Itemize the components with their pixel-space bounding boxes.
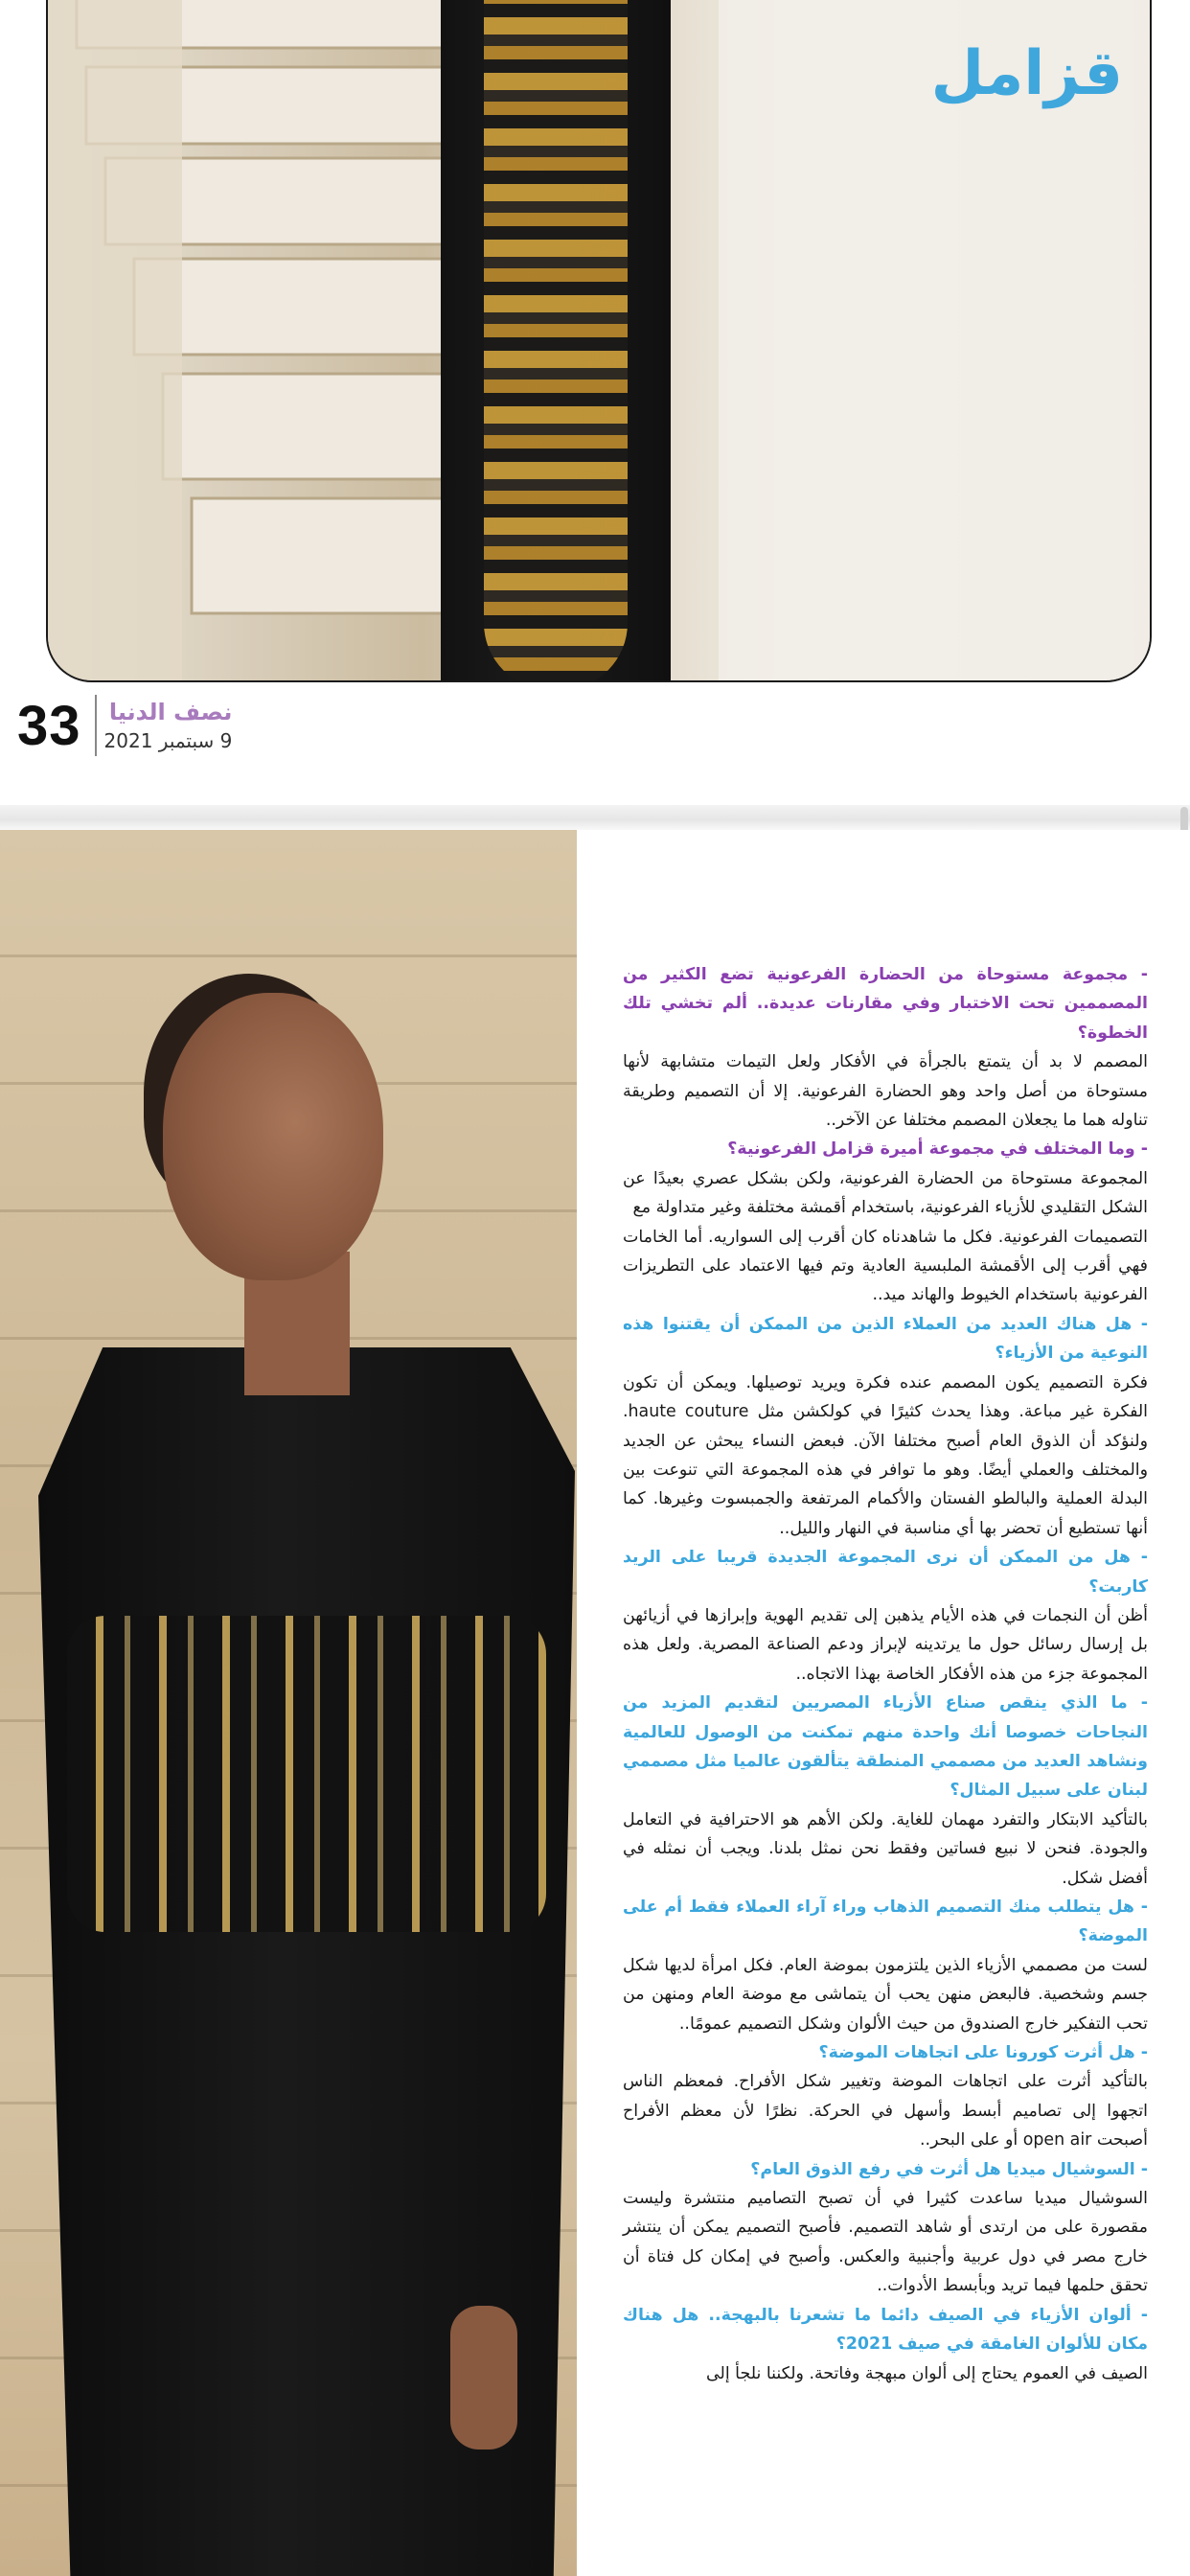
question: - مجموعة مستوحاة من الحضارة الفرعونية تضع الكثير من المصممين تحت الاختبار وفي مقارنات عديدة.. ألم تخشي تلك الخطوة؟ (623, 965, 1148, 1043)
answer: المصمم لا بد أن يتمتع بالجرأة في الأفكار ولعل التيمات متشابهة لأنها مستوحاة من أصل واحد وهو الحضارة الفرعونية. إلا أن التصميم وطريقة تناوله هما ما يجعلان المصمم مختلفا عن الآخر.. (623, 1052, 1148, 1131)
magazine-name: نصف الدنيا (108, 699, 233, 725)
answer: بالتأكيد أثرت على اتجاهات الموضة وتغيير شكل الأفراح. فمعظم الناس اتجهوا إلى تصاميم أبسط وأسهل في الحركة. نظرًا لأن معظم الأفراح أصبحت open air أو على البحر.. (623, 2072, 1148, 2150)
magazine-page-bottom (0, 830, 1190, 2576)
answer: لست من مصممي الأزياء الذين يلتزمون بموضة العام. فكل امرأة لديها شكل جسم وشخصية. فالبعض منهن يحب أن يتماشى مع موضة العام ومنهن من تحب التفكير خارج الصندوق من حيث الألوان وشكل التصميم عمومًا.. (623, 1955, 1148, 2034)
model-face (163, 993, 383, 1280)
issue-date: 9 سبتمبر 2021 (103, 729, 233, 752)
question: - هل من الممكن أن نرى المجموعة الجديدة قريبا على الريد كاربت؟ (623, 1548, 1148, 1597)
page-separator (0, 805, 1190, 830)
pharaonic-embroidery-panel (484, 0, 628, 682)
magazine-info (104, 699, 233, 752)
question: - السوشيال ميديا هل أثرت في رفع الذوق العام؟ (750, 2159, 1148, 2179)
question: - هل هناك العديد من العملاء الذين من الممكن أن يقتنوا هذه النوعية من الأزياء؟ (623, 1314, 1148, 1364)
interview-article (623, 960, 1148, 2388)
footer-divider (95, 695, 97, 756)
page-footer (17, 692, 232, 759)
answer: أظن أن النجمات في هذه الأيام يذهبن إلى تقديم الهوية وإبرازها في أزيائهن بل إرسال رسائل حول ما يرتدينه لإبراز ودعم الصناعة المصرية. ولعل هذه المجموعة جزء من هذه الأفكار الخاصة بهذا الاتجاه.. (623, 1605, 1148, 1684)
answer: المجموعة مستوحاة من الحضارة الفرعونية، ولكن بشكل عصري بعيدًا عن الشكل التقليدي للأزياء الفرعونية، باستخدام أقمشة مختلفة وغير متداولة مع (623, 1168, 1148, 1218)
page-number: 33 (17, 694, 81, 757)
answer: الصيف في العموم يحتاج إلى ألوان مبهجة وفاتحة. ولكننا نلجأ إلى (706, 2363, 1148, 2383)
headline-title: قزامل (930, 38, 1123, 109)
answer: التصميمات الفرعونية. فكل ما شاهدناه كان أقرب إلى السواريه. أما الخامات فهي أقرب إلى الأقمشة الملبسية العادية وتم فيها الاعتماد على التطريزات الفرعونية باستخدام الخيوط والهاند ميد.. (623, 1227, 1148, 1305)
question: - هل يتطلب منك التصميم الذهاب وراء آراء العملاء فقط أم على الموضة؟ (623, 1898, 1148, 1946)
question: - ما الذي ينقص صناع الأزياء المصريين لتقديم المزيد من النجاحات خصوصا أنك واحدة منهم تمكنت من الوصول للعالمية ونشاهد العديد من مصممي المنطقة يتألقون عالميا مثل مصممي لبنان على سبيل المثال؟ (623, 1693, 1148, 1801)
question: - وما المختلف في مجموعة أميرة قزامل الفرعونية؟ (727, 1139, 1148, 1160)
magazine-page-top (0, 0, 1190, 805)
question: - ألوان الأزياء في الصيف دائما ما تشعرنا بالبهجة.. هل هناك مكان للألوان الغامقة في صيف 2021؟ (623, 2305, 1148, 2355)
answer: السوشيال ميديا ساعدت كثيرا في أن تصبح التصاميم منتشرة وليست مقصورة على من ارتدى أو شاهد التصميم. فأصبح التصميم يمكن أن ينتشر خارج مصر في دول عربية وأجنبية والعكس. وأصبح في إمكان كل فتاة أن تحقق حلمها فيما تريد وبأبسط الأدوات.. (623, 2189, 1148, 2296)
model-hand (450, 2306, 517, 2450)
question: - هل أثرت كورونا على اتجاهات الموضة؟ (818, 2043, 1148, 2063)
answer: بالتأكيد الابتكار والتفرد مهمان للغاية. ولكن الأهم هو الاحترافية في التعامل والجودة. فنحن لا نبيع فساتين وفقط نحن نمثل بلدنا. ويجب أن نمثله في أفضل شكل. (623, 1809, 1148, 1888)
answer: فكرة التصميم يكون المصمم عنده فكرة ويريد توصيلها. ويمكن أن تكون الفكرة غير مباعة. وهذا يحدث كثيرًا في كولكشن مثل haute couture. ولنؤكد أن الذوق العام أصبح مختلفا الآن. فبعض النساء يبحثن عن الجديد والمختلف والعملي أيضًا. وهو ما توافر في هذه المجموعة التي تنوعت بين البدلة العملية والبالطو الفستان والأكمام المرتفعة والجمبسوت وغيرها. كما أنها تستطيع أن تحضر بها أي مناسبة في النهار والليل.. (623, 1372, 1148, 1538)
embroidered-corset (67, 1616, 546, 1932)
model-photo (0, 830, 577, 2576)
